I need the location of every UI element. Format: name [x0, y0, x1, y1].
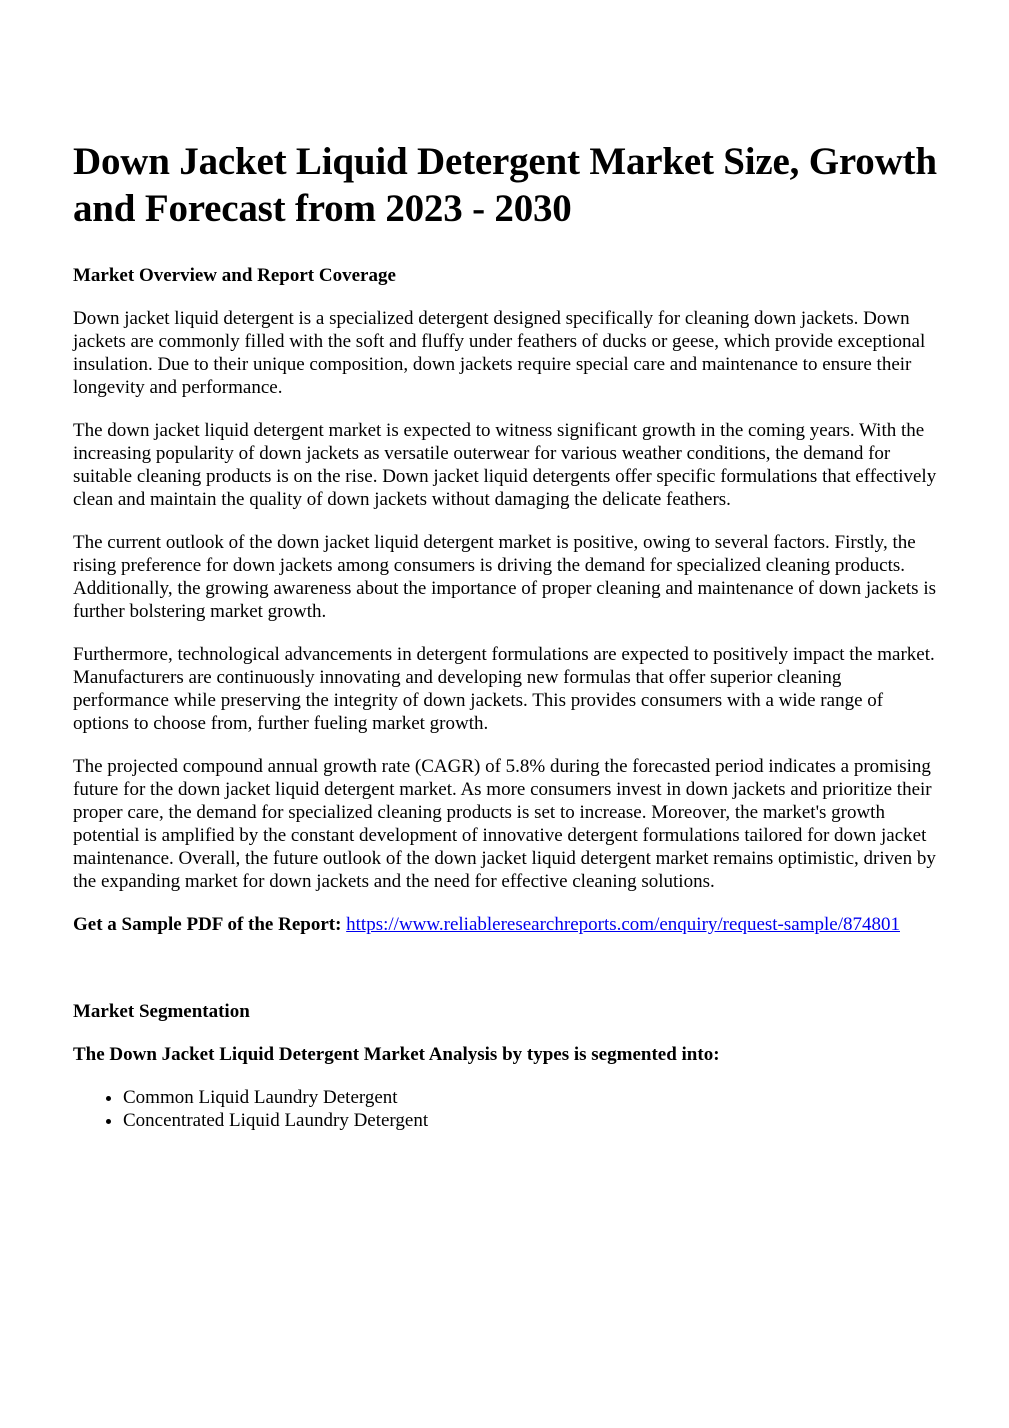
paragraph-definition: Down jacket liquid detergent is a specialized detergent designed specifically for cleaning down jackets. Down jackets are commonly filled with the soft and fluffy under feathers of ducks or geese, which provide exceptional insulation. Due to their unique composition, down jackets require special care and maintenance to ensure their longevity and performance. [73, 308, 926, 398]
sample-pdf-link[interactable]: https://www.reliableresearchreports.com/enquiry/request-sample/874801 [346, 914, 900, 935]
types-heading: The Down Jacket Liquid Detergent Market Analysis by types is segmented into: [73, 1044, 720, 1065]
document-page [73, 138, 941, 1132]
types-list [73, 1086, 941, 1132]
segmentation-heading: Market Segmentation [73, 1001, 250, 1022]
list-item: • Common Liquid Laundry Detergent [123, 1086, 941, 1109]
paragraph-cagr: The projected compound annual growth rate (CAGR) of 5.8% during the forecasted period indicates a promising future for the down jacket liquid detergent market. As more consumers invest in down jackets and prioritize their proper care, the demand for specialized cleaning products is set to increase. Moreover, the market's growth potential is amplified by the constant development of innovative detergent formulations tailored for down jacket maintenance. Overall, the future outlook of the down jacket liquid detergent market remains optimistic, driven by the expanding market for down jackets and the need for effective cleaning solutions. [73, 756, 936, 892]
overview-heading: Market Overview and Report Coverage [73, 265, 396, 286]
sample-pdf-line [73, 913, 941, 936]
page-title: Down Jacket Liquid Detergent Market Size, Growth and Forecast from 2023 - 2030 [73, 140, 937, 230]
paragraph-outlook: The current outlook of the down jacket liquid detergent market is positive, owing to several factors. Firstly, the rising preference for down jackets among consumers is driving the demand for specialized cleaning products. Additionally, the growing awareness about the importance of proper cleaning and maintenance of down jackets is further bolstering market growth. [73, 532, 936, 622]
paragraph-technology: Furthermore, technological advancements in detergent formulations are expected to positively impact the market. Manufacturers are continuously innovating and developing new formulas that offer superior cleaning performance while preserving the integrity of down jackets. This provides consumers with a wide range of options to choose from, further fueling market growth. [73, 644, 935, 734]
paragraph-growth: The down jacket liquid detergent market is expected to witness significant growth in the coming years. With the increasing popularity of down jackets as versatile outerwear for various weather conditions, the demand for suitable cleaning products is on the rise. Down jacket liquid detergents offer specific formulations that effectively clean and maintain the quality of down jackets without damaging the delicate feathers. [73, 420, 937, 510]
sample-pdf-label: Get a Sample PDF of the Report: [73, 914, 342, 935]
list-item: • Concentrated Liquid Laundry Detergent [123, 1109, 941, 1132]
